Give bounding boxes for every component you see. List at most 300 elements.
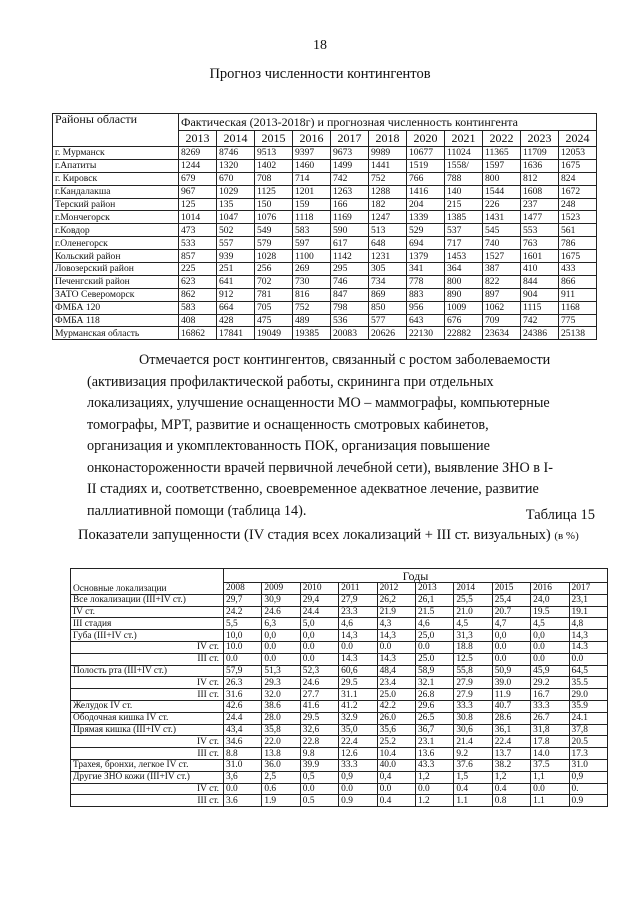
table-cell: 557 (217, 237, 255, 250)
table-cell: 22130 (407, 327, 445, 340)
table-cell: 1047 (217, 211, 255, 224)
table-cell: 24.6 (300, 677, 338, 689)
table-cell: 1288 (369, 185, 407, 198)
table-cell: 428 (217, 314, 255, 327)
table-cell: 1009 (445, 301, 483, 314)
table-cell: 890 (445, 288, 483, 301)
table-cell: 1125 (255, 185, 293, 198)
table-cell: 159 (293, 198, 331, 211)
table-cell: 29.5 (300, 712, 338, 724)
table-cell: 17.3 (569, 748, 607, 760)
table-cell: 225 (179, 263, 217, 276)
table-cell: 1675 (559, 250, 597, 263)
table-cell: 27.9 (454, 689, 492, 701)
table-cell: 25.2 (377, 736, 415, 748)
table-cell: 1118 (293, 211, 331, 224)
table-cell: 742 (331, 172, 369, 185)
table-cell: 0.0 (262, 641, 300, 653)
table-cell: 1.9 (262, 795, 300, 807)
table-row (53, 301, 597, 314)
table-cell: 1014 (179, 211, 217, 224)
table-cell: 0.5 (300, 795, 338, 807)
year-header: 2024 (559, 131, 597, 147)
table-cell: 4,6 (339, 618, 377, 630)
table-cell: 1379 (407, 250, 445, 263)
table-cell: 37.5 (531, 759, 569, 771)
table-cell: 752 (369, 172, 407, 185)
table-cell: 35,8 (262, 724, 300, 736)
table-cell: 19049 (255, 327, 293, 340)
table-cell: 0.0 (415, 641, 453, 653)
table-cell: 433 (559, 263, 597, 276)
table-cell: 822 (483, 275, 521, 288)
year-header: 2017 (569, 583, 607, 595)
table-cell: 10.4 (377, 748, 415, 760)
table-cell: 1,5 (454, 771, 492, 783)
table-cell: 533 (179, 237, 217, 250)
table-cell: 911 (559, 288, 597, 301)
table-cell: 648 (369, 237, 407, 250)
year-header: 2016 (531, 583, 569, 595)
table-cell: 17841 (217, 327, 255, 340)
table-cell: 1402 (255, 159, 293, 172)
table-cell: 812 (521, 172, 559, 185)
table-cell: 0,0 (262, 630, 300, 642)
table-cell: 237 (521, 198, 559, 211)
paragraph-line: локализациях, улучшение оснащенности МО – маммографы, компьютерные (87, 395, 550, 411)
table-cell: 0.0 (300, 653, 338, 665)
table-cell: 9.8 (300, 748, 338, 760)
table-cell: 8.8 (224, 748, 262, 760)
year-header: 2016 (293, 131, 331, 147)
localization-name: Другие ЗНО кожи (III+IV ст.) (71, 771, 224, 783)
table-cell: 12.6 (339, 748, 377, 760)
table-cell: 1608 (521, 185, 559, 198)
table-cell: 967 (179, 185, 217, 198)
table-cell: 32.1 (415, 677, 453, 689)
table-row (71, 677, 608, 689)
table-cell: 39.0 (492, 677, 530, 689)
table-cell: 623 (179, 275, 217, 288)
table-cell: 0.0 (300, 783, 338, 795)
year-header: 2013 (179, 131, 217, 147)
region-name: Терский район (53, 198, 179, 211)
table-cell: 742 (521, 314, 559, 327)
table-row (71, 689, 608, 701)
localization-column-header: Основные локализации (71, 569, 224, 595)
table-cell: 33.3 (339, 759, 377, 771)
table-cell: 3,6 (224, 771, 262, 783)
table-cell: 25.0 (415, 653, 453, 665)
table-cell: 844 (521, 275, 559, 288)
table-cell: 0.0 (262, 653, 300, 665)
region-column-header: Районы области (53, 114, 179, 147)
table-cell: 28.6 (492, 712, 530, 724)
table-cell: 1339 (407, 211, 445, 224)
year-header: 2012 (377, 583, 415, 595)
table-cell: 64,5 (569, 665, 607, 677)
table-cell: 14.0 (531, 748, 569, 760)
table-cell: 166 (331, 198, 369, 211)
table-cell: 26.0 (377, 712, 415, 724)
table-cell: 43.3 (415, 759, 453, 771)
table-cell: 39.9 (300, 759, 338, 771)
table-cell: 13.8 (262, 748, 300, 760)
table-cell: 26,1 (415, 594, 453, 606)
table-cell: 251 (217, 263, 255, 276)
table-cell: 1169 (331, 211, 369, 224)
table-cell: 1675 (559, 159, 597, 172)
table-cell: 583 (179, 301, 217, 314)
table-row (71, 759, 608, 771)
table-cell: 364 (445, 263, 483, 276)
localization-name: IV ст. (71, 606, 224, 618)
region-name: Ловозерский район (53, 263, 179, 276)
table-cell: 1431 (483, 211, 521, 224)
table-cell: 35.5 (569, 677, 607, 689)
table-cell: 708 (255, 172, 293, 185)
table-cell: 0,5 (300, 771, 338, 783)
table-cell: 35.9 (569, 700, 607, 712)
table-cell: 33.3 (531, 700, 569, 712)
table-cell: 781 (255, 288, 293, 301)
table-cell: 4,5 (531, 618, 569, 630)
table-cell: 16.7 (531, 689, 569, 701)
table-cell: 1385 (445, 211, 483, 224)
table-row (53, 237, 597, 250)
table-row (71, 724, 608, 736)
table-cell: 19.5 (531, 606, 569, 618)
table-cell: 2,5 (262, 771, 300, 783)
table-cell: 0,9 (339, 771, 377, 783)
table-cell: 679 (179, 172, 217, 185)
table15-label: Таблица 15 (525, 507, 595, 523)
table-cell: 20.7 (492, 606, 530, 618)
table-cell: 617 (331, 237, 369, 250)
table-cell: 897 (483, 288, 521, 301)
region-name: г. Кировск (53, 172, 179, 185)
table-row (53, 147, 597, 160)
region-name: ФМБА 120 (53, 301, 179, 314)
table-cell: 473 (179, 224, 217, 237)
table-cell: 536 (331, 314, 369, 327)
table-cell: 8746 (217, 147, 255, 160)
table-cell: 40.0 (377, 759, 415, 771)
table-cell: 740 (483, 237, 521, 250)
table-cell: 788 (445, 172, 483, 185)
table-cell: 11709 (521, 147, 559, 160)
table-cell: 9989 (369, 147, 407, 160)
localization-name: Прямая кишка (III+IV ст.) (71, 724, 224, 736)
table-cell: 21.4 (454, 736, 492, 748)
table-cell: 13.7 (492, 748, 530, 760)
table-cell: 1460 (293, 159, 331, 172)
table-row (71, 712, 608, 724)
table-row (71, 618, 608, 630)
table-cell: 549 (255, 224, 293, 237)
year-header: 2009 (262, 583, 300, 595)
region-name: г.Ковдор (53, 224, 179, 237)
table-cell: 0.9 (569, 795, 607, 807)
table-cell: 1523 (559, 211, 597, 224)
table-cell: 1244 (179, 159, 217, 172)
table-cell: 0.0 (224, 783, 262, 795)
table-cell: 18.8 (454, 641, 492, 653)
table-cell: 9397 (293, 147, 331, 160)
table-cell: 8269 (179, 147, 217, 160)
table-cell: 956 (407, 301, 445, 314)
table-cell: 31.0 (224, 759, 262, 771)
table-cell: 912 (217, 288, 255, 301)
forecast-group-header: Фактическая (2013-2018г) и прогнозная численность контингента (179, 114, 597, 131)
table-cell: 20626 (369, 327, 407, 340)
table-cell: 60,6 (339, 665, 377, 677)
table-cell: 24.1 (569, 712, 607, 724)
table15-unit: (в %) (554, 530, 579, 542)
localization-name: Губа (III+IV ст.) (71, 630, 224, 642)
table-row (53, 224, 597, 237)
localization-name: Все локализации (III+IV ст.) (71, 594, 224, 606)
table-cell: 5,5 (224, 618, 262, 630)
table-cell: 36,7 (415, 724, 453, 736)
table-cell: 475 (255, 314, 293, 327)
table-cell: 1201 (293, 185, 331, 198)
table-cell: 1.2 (415, 795, 453, 807)
table-cell: 31.0 (569, 759, 607, 771)
table-cell: 32.0 (262, 689, 300, 701)
paragraph-line: онконастороженности врачей первичной лечебной сети), выявление ЗНО в I- (87, 459, 553, 476)
table-cell: 51,3 (262, 665, 300, 677)
table-cell: 48,4 (377, 665, 415, 677)
table-cell: 22.4 (339, 736, 377, 748)
table-cell: 36.0 (262, 759, 300, 771)
table-cell: 1672 (559, 185, 597, 198)
table-row (53, 314, 597, 327)
localization-name: IV ст. (71, 783, 224, 795)
table-cell: 30.8 (454, 712, 492, 724)
table-cell: 0.0 (339, 783, 377, 795)
table-cell: 55,8 (454, 665, 492, 677)
table-cell: 800 (445, 275, 483, 288)
localization-name: III стадия (71, 618, 224, 630)
table-cell: 709 (483, 314, 521, 327)
table-cell: 1247 (369, 211, 407, 224)
table-cell: 1062 (483, 301, 521, 314)
table-cell: 14,3 (377, 630, 415, 642)
table-cell: 1441 (369, 159, 407, 172)
paragraph (87, 350, 595, 522)
table-cell: 824 (559, 172, 597, 185)
table-row (53, 288, 597, 301)
table-cell: 12053 (559, 147, 597, 160)
table-cell: 857 (179, 250, 217, 263)
table-cell: 31.6 (224, 689, 262, 701)
table-cell: 1,1 (531, 771, 569, 783)
table-cell: 35,0 (339, 724, 377, 736)
table-cell: 125 (179, 198, 217, 211)
table-cell: 778 (407, 275, 445, 288)
table-cell: 38.2 (492, 759, 530, 771)
table-cell: 31,3 (454, 630, 492, 642)
table-cell: 502 (217, 224, 255, 237)
table-cell: 27,9 (339, 594, 377, 606)
table-cell: 513 (369, 224, 407, 237)
region-name: г.Мончегорск (53, 211, 179, 224)
table-cell: 36,1 (492, 724, 530, 736)
table-cell: 45,9 (531, 665, 569, 677)
table-cell: 25,0 (415, 630, 453, 642)
table-row (53, 250, 597, 263)
table-cell: 0.0 (492, 641, 530, 653)
table-cell: 1597 (483, 159, 521, 172)
table-cell: 23.3 (339, 606, 377, 618)
table-cell: 9673 (331, 147, 369, 160)
table-cell: 12.5 (454, 653, 492, 665)
table-cell: 37,8 (569, 724, 607, 736)
table-cell: 43,4 (224, 724, 262, 736)
table-cell: 41.2 (339, 700, 377, 712)
table-cell: 23.4 (377, 677, 415, 689)
table-cell: 537 (445, 224, 483, 237)
table-cell: 6,3 (262, 618, 300, 630)
table-cell: 25,5 (454, 594, 492, 606)
table-cell: 410 (521, 263, 559, 276)
table-cell: 14,3 (339, 630, 377, 642)
year-header: 2013 (415, 583, 453, 595)
table-cell: 5,0 (300, 618, 338, 630)
table-cell: 1029 (217, 185, 255, 198)
paragraph-line: II стадиях и, соответственно, своевременное адекватное лечение, развитие (87, 481, 539, 497)
table-cell: 26.3 (224, 677, 262, 689)
table-cell: 305 (369, 263, 407, 276)
localization-name: IV ст. (71, 677, 224, 689)
table-cell: 28.0 (262, 712, 300, 724)
table-cell: 387 (483, 263, 521, 276)
table-cell: 248 (559, 198, 597, 211)
table-cell: 9513 (255, 147, 293, 160)
table-cell: 22.4 (492, 736, 530, 748)
table-cell: 215 (445, 198, 483, 211)
table-cell: 0.4 (492, 783, 530, 795)
localization-name: IV ст. (71, 736, 224, 748)
neglect-table (70, 568, 608, 807)
table-cell: 489 (293, 314, 331, 327)
table-cell: 590 (331, 224, 369, 237)
table-cell: 1263 (331, 185, 369, 198)
table-cell: 583 (293, 224, 331, 237)
table-cell: 529 (407, 224, 445, 237)
table-row (53, 198, 597, 211)
table-cell: 50,9 (492, 665, 530, 677)
table-cell: 182 (369, 198, 407, 211)
table-cell: 30,6 (454, 724, 492, 736)
table-cell: 717 (445, 237, 483, 250)
table-cell: 1499 (331, 159, 369, 172)
table-cell: 1601 (521, 250, 559, 263)
table-cell: 702 (255, 275, 293, 288)
table-cell: 800 (483, 172, 521, 185)
table-cell: 17.8 (531, 736, 569, 748)
region-name: г.Оленегорск (53, 237, 179, 250)
year-header: 2010 (300, 583, 338, 595)
table-cell: 763 (521, 237, 559, 250)
table-cell: 1100 (293, 250, 331, 263)
table-cell: 341 (407, 263, 445, 276)
table-cell: 256 (255, 263, 293, 276)
table-cell: 11.9 (492, 689, 530, 701)
year-header: 2015 (492, 583, 530, 595)
table-row (53, 172, 597, 185)
table-cell: 714 (293, 172, 331, 185)
table-cell: 27.7 (300, 689, 338, 701)
table-cell: 0.0 (531, 653, 569, 665)
table-cell: 0.6 (262, 783, 300, 795)
table-cell: 0.0 (339, 641, 377, 653)
table-row (71, 594, 608, 606)
localization-name: III ст. (71, 689, 224, 701)
year-header: 2022 (483, 131, 521, 147)
table-row (71, 795, 608, 807)
table-cell: 869 (369, 288, 407, 301)
table-cell: 866 (559, 275, 597, 288)
table-cell: 1142 (331, 250, 369, 263)
table-cell: 0,0 (300, 630, 338, 642)
table-cell: 1416 (407, 185, 445, 198)
year-header: 2015 (255, 131, 293, 147)
localization-name: Трахея, бронхи, легкое IV ст. (71, 759, 224, 771)
page-number: 18 (313, 38, 327, 53)
table-cell: 10677 (407, 147, 445, 160)
table-cell: 29.2 (531, 677, 569, 689)
table-cell: 24,0 (531, 594, 569, 606)
table-cell: 29.3 (262, 677, 300, 689)
table-cell: 664 (217, 301, 255, 314)
table-cell: 1477 (521, 211, 559, 224)
table-cell: 22882 (445, 327, 483, 340)
table15-title (78, 527, 608, 544)
paragraph-line: организация и укомплектованность ПОК, организация повышение (87, 438, 490, 454)
localization-name: Желудок IV ст. (71, 700, 224, 712)
table-cell: 20083 (331, 327, 369, 340)
table-cell: 24.2 (224, 606, 262, 618)
table-cell: 597 (293, 237, 331, 250)
region-name: г.Апатиты (53, 159, 179, 172)
table-cell: 22.8 (300, 736, 338, 748)
region-name: Кольский район (53, 250, 179, 263)
table-cell: 1544 (483, 185, 521, 198)
table-cell: 850 (369, 301, 407, 314)
table-cell: 34.6 (224, 736, 262, 748)
table-cell: 816 (293, 288, 331, 301)
table-cell: 670 (217, 172, 255, 185)
table-cell: 21.0 (454, 606, 492, 618)
table-cell: 10.0 (224, 641, 262, 653)
table-cell: 1519 (407, 159, 445, 172)
table-cell: 14,3 (569, 630, 607, 642)
table-cell: 52,3 (300, 665, 338, 677)
table-cell: 862 (179, 288, 217, 301)
table-cell: 545 (483, 224, 521, 237)
table-row (71, 653, 608, 665)
table-cell: 42.6 (224, 700, 262, 712)
table-cell: 1320 (217, 159, 255, 172)
table-row (71, 748, 608, 760)
table-row (53, 327, 597, 340)
paragraph-line: Отмечается рост контингентов, связанный с ростом заболеваемости (139, 352, 551, 368)
table15-title-text: Показатели запущенности (IV стадия всех локализаций + III ст. визуальных) (78, 527, 551, 543)
table-cell: 57,9 (224, 665, 262, 677)
table-cell: 4,5 (454, 618, 492, 630)
